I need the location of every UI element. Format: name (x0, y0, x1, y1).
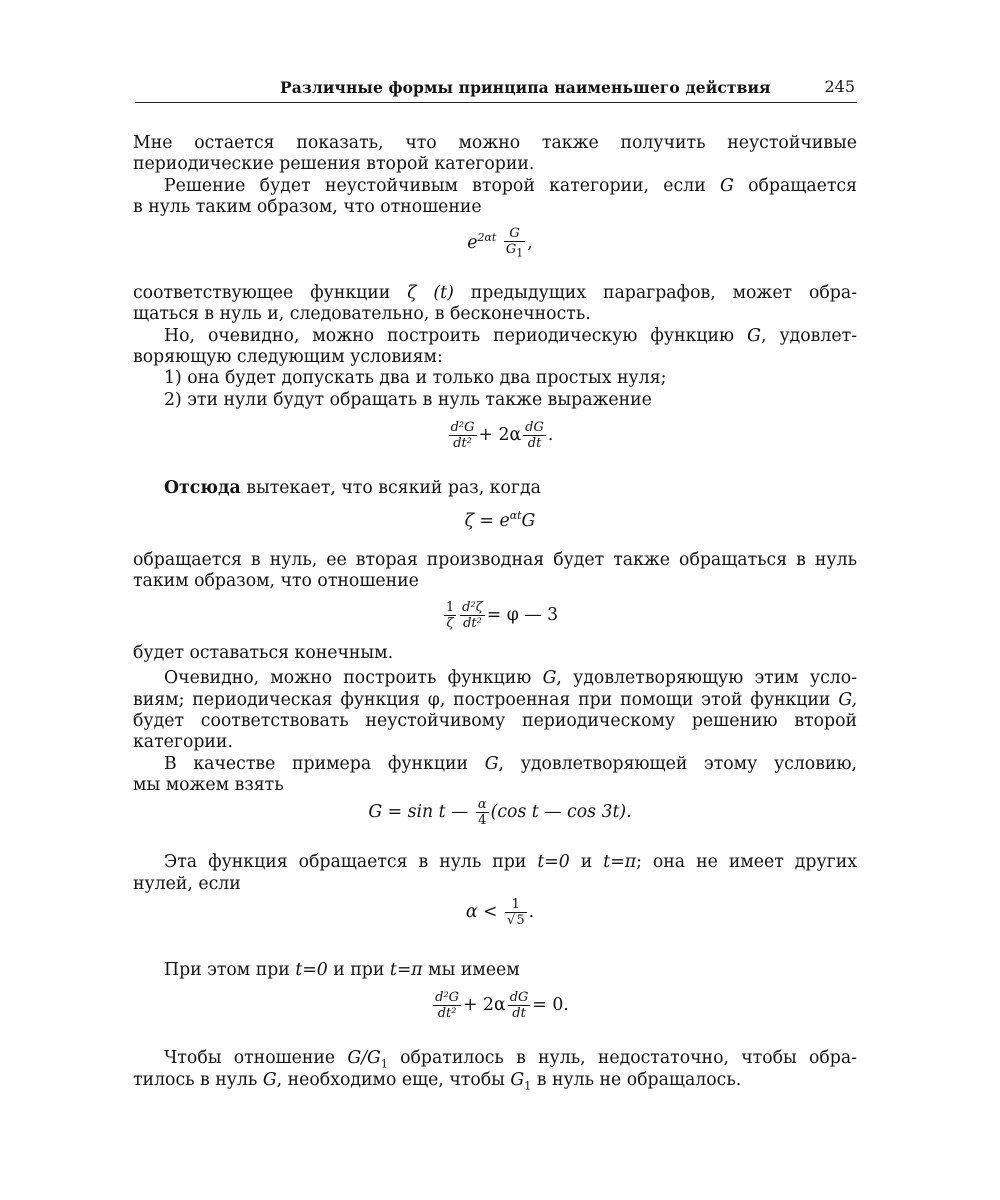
text-line: воряющую следующим условиям: (133, 347, 443, 367)
formula-zero-condition: $\frac{\text{d²G}}{\text{dt²}}$ + 2α $\frac{dG}{dt}$ = 0. (435, 990, 569, 1021)
text-line: Чтобы отношение $G/G_1$ обратилось в нуль, недостаточно, чтобы обра- (164, 1048, 858, 1071)
formula-zeta: $\zeta = e^{\alpha t}G$ (464, 509, 536, 531)
text-line: Эта функция обращается в нуль при t=0 и t=π; она не имеет других (164, 852, 857, 872)
text-line: категории. (133, 732, 233, 752)
running-title: Различные формы принципа наименьшего действия (280, 78, 771, 97)
formula-alpha-bound: α < $\frac{1}{√5}$ . (465, 897, 535, 928)
text-line: Очевидно, можно построить функцию G, удовлетворяющую этим усло- (164, 668, 858, 688)
text-line: обращается в нуль, ее вторая производная будет также обращаться в нуль (133, 550, 857, 570)
page-number: 245 (824, 77, 855, 96)
text-line: виям; периодическая функция φ, построенная при помощи этой функции G, (133, 690, 858, 710)
text-line: нулей, если (133, 874, 241, 894)
text-line: щаться в нуль и, следовательно, в бесконечность. (133, 304, 591, 324)
formula-second-derivative: $\frac{\text{d²G}}{\text{dt²}}$ + 2α $\frac{dG}{dt}$ . (450, 420, 554, 451)
text-line: будет соответствовать неустойчивому периодическому решению второй (133, 711, 857, 731)
text-line: будет оставаться конечным. (133, 643, 394, 663)
formula-zeta-ratio: $\frac{1}{\zeta}$ $\frac{\text{d²ζ}}{\text{dt²}}$ = φ — 3 (445, 600, 559, 631)
text-line: Мне остается показать, что можно также получить неустойчивые (133, 133, 857, 153)
text-line: периодические решения второй категории. (133, 154, 535, 174)
text-line: тилось в нуль G, необходимо еще, чтобы $G_1$ в нуль не обращалось. (133, 1070, 742, 1093)
text-line: Решение будет неустойчивым второй категории, если G обращается (164, 176, 858, 196)
list-item: 2) эти нули будут обращать в нуль также выражение (164, 390, 652, 410)
running-header (135, 76, 857, 103)
list-item: 1) она будет допускать два и только два простых нуля; (164, 368, 667, 388)
text-line: Но, очевидно, можно построить периодическую функцию G, удовлет- (164, 326, 857, 346)
text-line: в нуль таким образом, что отношение (133, 197, 482, 217)
text-line: При этом при t=0 и при t=π мы имеем (164, 960, 520, 980)
text-line: В качестве примера функции G, удовлетворяющей этому условию, (164, 754, 857, 774)
formula-example-G: G = sin t — $\frac{\alpha}{4}$ (cos t — cos 3t). (368, 797, 632, 828)
text-line: Отсюда вытекает, что всякий раз, когда (164, 478, 541, 498)
formula-exp-ratio: $e^{2\alpha t}$ $\frac{G}{G_1}$ , (467, 226, 533, 260)
text-line: таким образом, что отношение (133, 571, 419, 591)
text-line: мы можем взять (133, 775, 284, 795)
text-line: соответствующее функции ζ (t) предыдущих параграфов, может обра- (133, 283, 857, 303)
